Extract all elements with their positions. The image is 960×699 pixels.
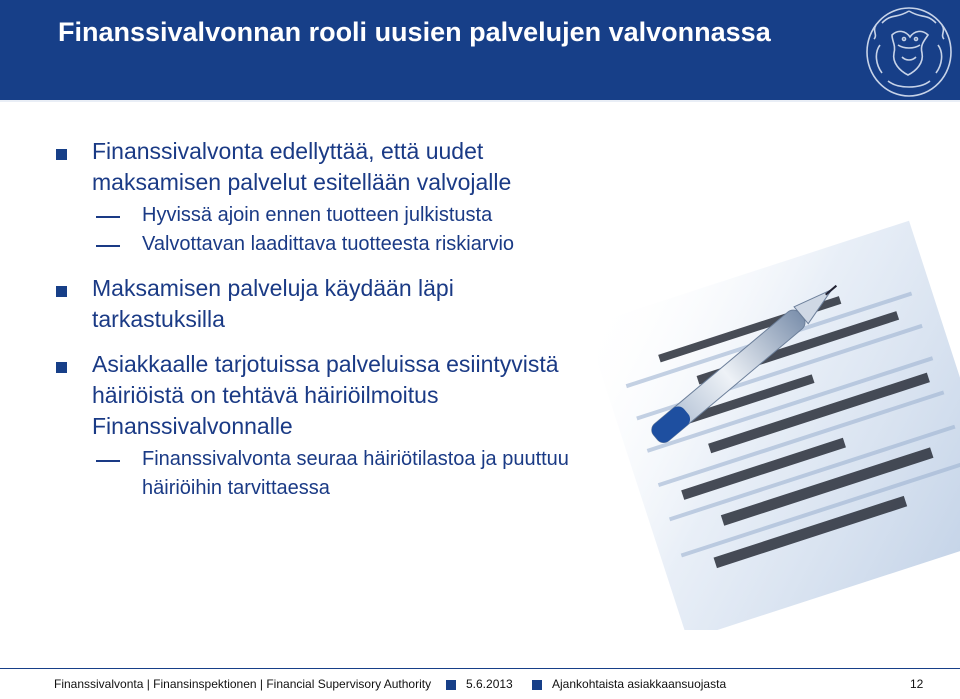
- pen-on-document-illustration: [598, 160, 960, 630]
- lion-emblem-icon: [862, 5, 956, 99]
- title-bar: [0, 0, 960, 100]
- dash-bullet-icon: [96, 460, 120, 462]
- sub-bullet-text: Finanssivalvonta seuraa häiriötilastoa ja puuttuu häiriöihin tarvittaessa: [142, 448, 569, 499]
- sub-bullet-item: [56, 201, 576, 230]
- square-bullet-icon: [56, 362, 67, 373]
- footer-date: 5.6.2013: [466, 677, 513, 691]
- sub-bullet-list: [92, 445, 576, 503]
- dash-bullet-icon: [96, 245, 120, 247]
- sub-bullet-item: [56, 230, 576, 259]
- bullet-item: [56, 349, 576, 503]
- sub-bullet-text: Valvottavan laadittava tuotteesta riskiarvio: [142, 233, 515, 255]
- footer-organization: Finanssivalvonta | Finansinspektionen | Financial Supervisory Authority: [54, 677, 432, 691]
- bullet-item: [56, 136, 576, 259]
- bullet-list: [56, 136, 576, 517]
- sub-bullet-item: [56, 445, 576, 503]
- sub-bullet-text: Hyvissä ajoin ennen tuotteen julkistusta: [142, 204, 493, 226]
- dash-bullet-icon: [96, 216, 120, 218]
- bullet-text: Finanssivalvonta edellyttää, että uudet maksamisen palvelut esitellään valvojalle: [92, 138, 512, 195]
- footer: [54, 677, 934, 695]
- square-bullet-icon: [56, 286, 67, 297]
- bullet-text: Maksamisen palveluja käydään läpi tarkastuksilla: [92, 275, 454, 332]
- page-number: 12: [910, 677, 924, 691]
- footer-topic: Ajankohtaista asiakkaansuojasta: [552, 677, 727, 691]
- bullet-text: Asiakkaalle tarjotuissa palveluissa esiintyvistä häiriöistä on tehtävä häiriöilmoitus Finanssivalvonnalle: [92, 351, 559, 439]
- footer-square-icon: [446, 680, 456, 690]
- slide-title: Finanssivalvonnan rooli uusien palvelujen valvonnassa: [58, 17, 771, 47]
- header-divider: [0, 100, 960, 102]
- square-bullet-icon: [56, 149, 67, 160]
- sub-bullet-list: [92, 201, 576, 259]
- footer-divider: [0, 668, 960, 669]
- bullet-item: [56, 273, 576, 335]
- footer-square-icon: [532, 680, 542, 690]
